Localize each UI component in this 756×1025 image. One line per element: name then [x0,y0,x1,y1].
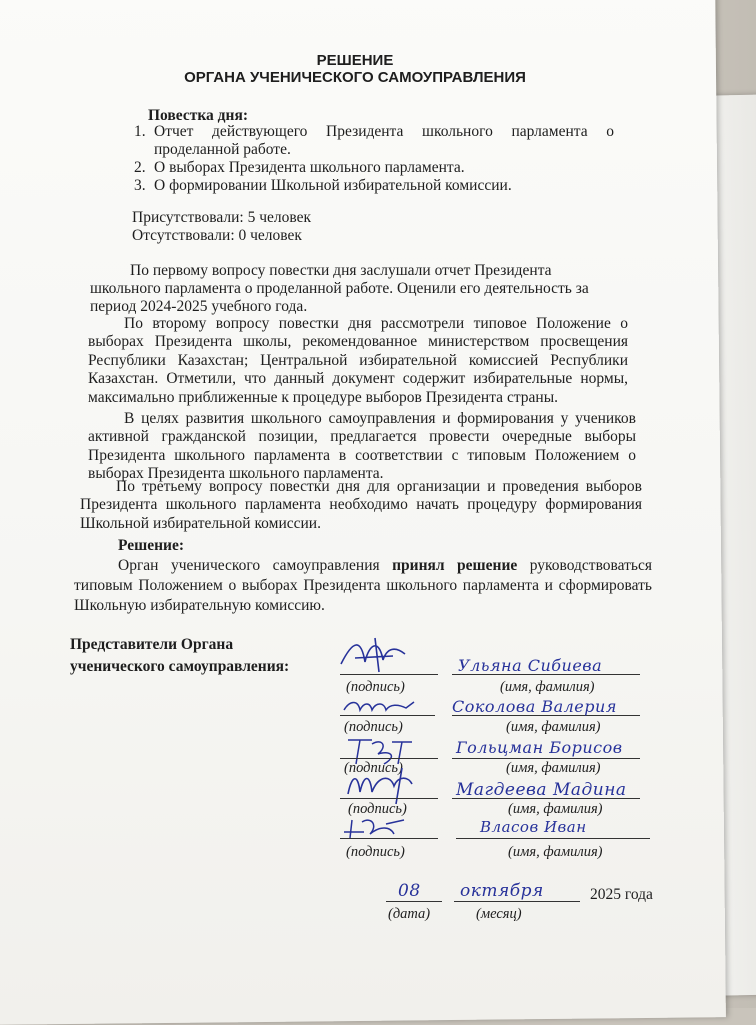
handwritten-name: Магдеева Мадина [456,780,627,800]
date-caption: (дата) [388,906,431,922]
document-title: РЕШЕНИЕ [316,52,394,69]
signature-line [340,758,438,759]
name-caption: (имя, фамилия) [506,719,601,735]
agenda-item: 1. Отчет действующего Президента школьного парламента о проделанной работе. [134,123,614,158]
month-caption: (месяц) [476,906,522,922]
name-caption: (имя, фамилия) [508,844,603,860]
agenda-list [134,123,614,195]
handwritten-day: 08 [398,881,421,901]
name-line [452,758,640,759]
handwritten-name: Власов Иван [480,818,587,836]
agenda-item: 3. О формировании Школьной избирательной комиссии. [134,177,512,194]
agenda-item: 2. О выборах Президента школьного парламента. [134,159,465,176]
month-line [454,901,580,902]
signature-caption: (подпись) [346,679,405,695]
name-line [456,838,650,839]
handwritten-month: октября [460,881,544,901]
signature-caption: (подпись) [348,801,407,817]
signature-line [340,715,435,716]
signature-caption: (подпись) [344,719,403,735]
representatives-heading: Представители Органа ученического самоуправления: [70,636,290,675]
attendance-present: Присутствовали: 5 человек [132,209,312,226]
name-caption: (имя, фамилия) [500,679,595,695]
day-line [386,901,442,902]
attendance-absent: Отсутствовали: 0 человек [132,227,302,244]
paragraph-2: По второму вопросу повестки дня рассмотрели типовое Положение о выборах Президента школы, рекомендованное министерством просвещения Республики Казахстан; Центральной избирательной комиссией Республики Казахстан. Отметили, что данный документ содержит избирательные нормы, максимально приближенные к процедуре выборов Президента страны. [88,315,628,406]
paragraph-1-line: период 2024-2025 учебного года. [90,298,308,315]
handwritten-name: Соколова Валерия [452,697,617,716]
paragraph-3: В целях развития школьного самоуправления и формирования у учеников активной гражданской позиции, предлагается провести очередные выборы Президента школьного парламента в соответствии с типовым Положением о выборах Президента школьного парламента. [88,410,636,483]
signature-caption: (подпись) [344,760,403,776]
signature-line [340,838,438,839]
signature-line [340,798,438,799]
handwritten-signature [335,634,415,676]
handwritten-name: Ульяна Сибиева [458,656,603,675]
date-year: 2025 года [590,886,653,903]
decision-label: Решение: [118,537,185,554]
name-caption: (имя, фамилия) [506,760,601,776]
paragraph-1-line: школьного парламента о проделанной работе. Оценили его деятельность за [90,280,589,297]
handwritten-name: Гольцман Борисов [456,738,623,757]
paragraph-4: По третьему вопросу повестки дня для организации и проведения выборов Президента школьного парламента необходимо начать процедуру формирования Школьной избирательной комиссии. [80,478,642,532]
agenda-label: Повестка дня: [148,107,248,124]
document-subtitle: ОРГАНА УЧЕНИЧЕСКОГО САМОУПРАВЛЕНИЯ [184,69,526,86]
signature-line [340,674,438,675]
decision-text: Орган ученического самоуправления принял решение руководствоваться типовым Положением о выборах Президента школьного парламента и сформировать Школьную избирательную комиссию. [74,557,652,614]
paragraph-1-line: По первому вопросу повестки дня заслушали отчет Президента [130,262,552,279]
signature-caption: (подпись) [346,844,405,860]
name-caption: (имя, фамилия) [508,801,603,817]
